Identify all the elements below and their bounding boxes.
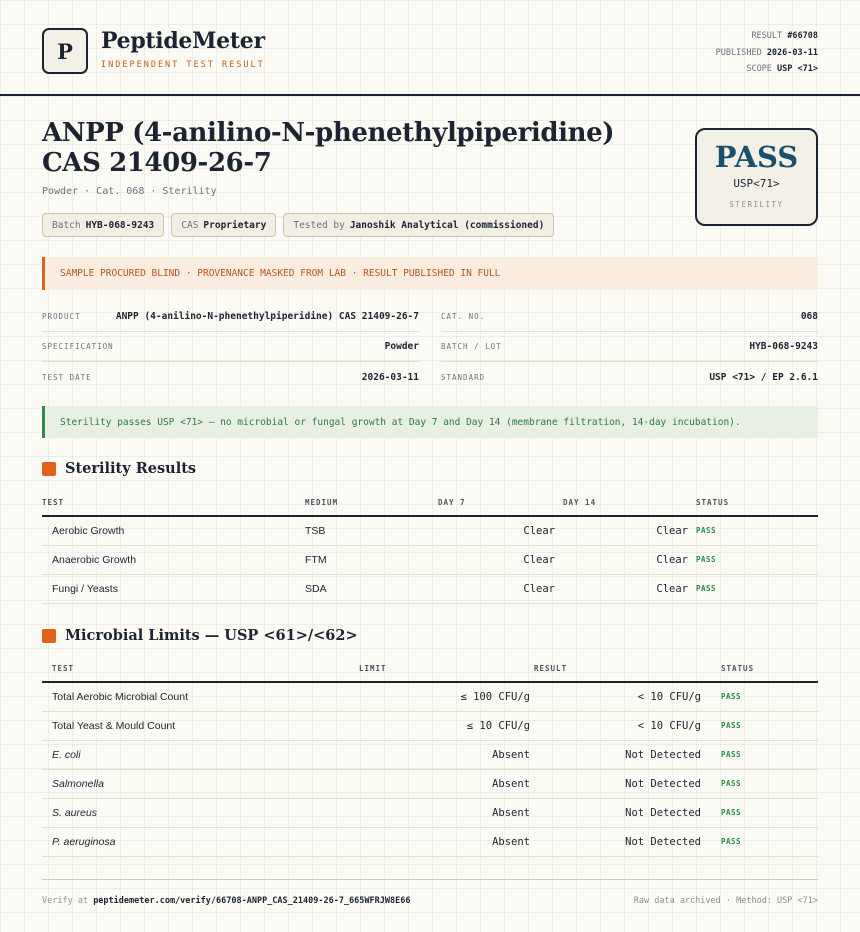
microbial-section-header [42, 627, 358, 644]
logo [42, 28, 88, 74]
logo-letter: P [57, 38, 73, 64]
report-header [0, 0, 860, 96]
section-marker-icon [42, 462, 56, 476]
table-row: Total Aerobic Microbial Count ≤ 100 CFU/g < 10 CFU/g PASS [42, 682, 818, 711]
verdict-caption: STERILITY [729, 200, 784, 209]
section-marker-icon [42, 629, 56, 643]
brand-name: PeptideMeter [101, 28, 265, 54]
info-row-test-date: TEST DATE 2026-03-11 [42, 371, 419, 383]
table-header-row [42, 490, 818, 516]
status-badge: PASS [721, 827, 818, 856]
verdict-word: PASS [714, 140, 799, 174]
status-badge: PASS [721, 711, 818, 740]
col-day14: DAY 14 [563, 490, 696, 516]
table-row: Fungi / Yeasts SDA Clear Clear PASS [42, 574, 818, 603]
report-footer [42, 879, 818, 921]
table-header-row [42, 656, 818, 682]
status-badge: PASS [696, 516, 818, 545]
verify-line: Verify at peptidemeter.com/verify/66708-ANPP_CAS_21409-26-7_665WFRJW8E66 [42, 895, 411, 906]
info-row-standard: STANDARD USP <71> / EP 2.6.1 [441, 371, 818, 383]
microbial-section-title: Microbial Limits — USP <61>/<62> [65, 627, 358, 644]
summary-banner: Sterility passes USP <71> — no microbial or fungal growth at Day 7 and Day 14 (membrane filtration, 14-day incubation). [42, 406, 818, 438]
table-row: Total Yeast & Mould Count ≤ 10 CFU/g < 10 CFU/g PASS [42, 711, 818, 740]
provenance-banner: SAMPLE PROCURED BLIND · PROVENANCE MASKED FROM LAB · RESULT PUBLISHED IN FULL [42, 257, 818, 290]
verdict-badge [695, 128, 818, 226]
table-row: E. coli Absent Not Detected PASS [42, 740, 818, 769]
microbial-table [42, 656, 818, 857]
meta-published: PUBLISHED 2026-03-11 [715, 47, 818, 58]
status-badge: PASS [696, 545, 818, 574]
status-badge: PASS [696, 574, 818, 603]
info-row-specification: SPECIFICATION Powder [42, 332, 419, 362]
table-row: Aerobic Growth TSB Clear Clear PASS [42, 516, 818, 545]
batch-chip: Batch HYB-068-9243 [42, 213, 164, 237]
col-status: STATUS [721, 656, 818, 682]
meta-scope: SCOPE USP <71> [746, 64, 818, 74]
col-test: TEST [42, 656, 359, 682]
col-status: STATUS [696, 490, 818, 516]
product-subtitle: Powder · Cat. 068 · Sterility [42, 186, 217, 197]
col-day7: DAY 7 [438, 490, 563, 516]
table-row: Anaerobic Growth FTM Clear Clear PASS [42, 545, 818, 574]
sterility-section-title: Sterility Results [65, 460, 197, 477]
brand-tagline: INDEPENDENT TEST RESULT [101, 60, 265, 70]
info-left [42, 302, 419, 392]
info-row-cat-no: CAT. NO. 068 [441, 302, 818, 332]
verdict-standard: USP<71> [733, 177, 780, 190]
status-badge: PASS [721, 682, 818, 711]
info-row-product: PRODUCT ANPP (4-anilino-N-phenethylpiperidine) CAS 21409-26-7 [42, 302, 419, 332]
footer-method: Raw data archived · Method: USP <71> [633, 895, 818, 906]
col-result: RESULT [534, 656, 721, 682]
verify-link[interactable]: peptidemeter.com/verify/66708-ANPP_CAS_21409-26-7_665WFRJW8E66 [93, 895, 411, 906]
table-row: S. aureus Absent Not Detected PASS [42, 798, 818, 827]
col-medium: MEDIUM [305, 490, 438, 516]
chip-row [42, 213, 554, 237]
cas-chip: CAS Proprietary [171, 213, 276, 237]
tested-by-chip: Tested by Janoshik Analytical (commissioned) [283, 213, 554, 237]
sterility-section-header [42, 460, 196, 477]
meta-result: RESULT #66708 [751, 31, 818, 41]
col-test: TEST [42, 490, 305, 516]
product-title: ANPP (4-anilino-N-phenethylpiperidine) CAS 21409-26-7 [42, 118, 615, 178]
sterility-table [42, 490, 818, 604]
table-row: Salmonella Absent Not Detected PASS [42, 769, 818, 798]
status-badge: PASS [721, 769, 818, 798]
table-row: P. aeruginosa Absent Not Detected PASS [42, 827, 818, 856]
report-meta [716, 28, 818, 78]
info-row-batch: BATCH / LOT HYB-068-9243 [441, 332, 818, 362]
info-right [441, 302, 818, 392]
col-limit: LIMIT [359, 656, 534, 682]
status-badge: PASS [721, 798, 818, 827]
status-badge: PASS [721, 740, 818, 769]
